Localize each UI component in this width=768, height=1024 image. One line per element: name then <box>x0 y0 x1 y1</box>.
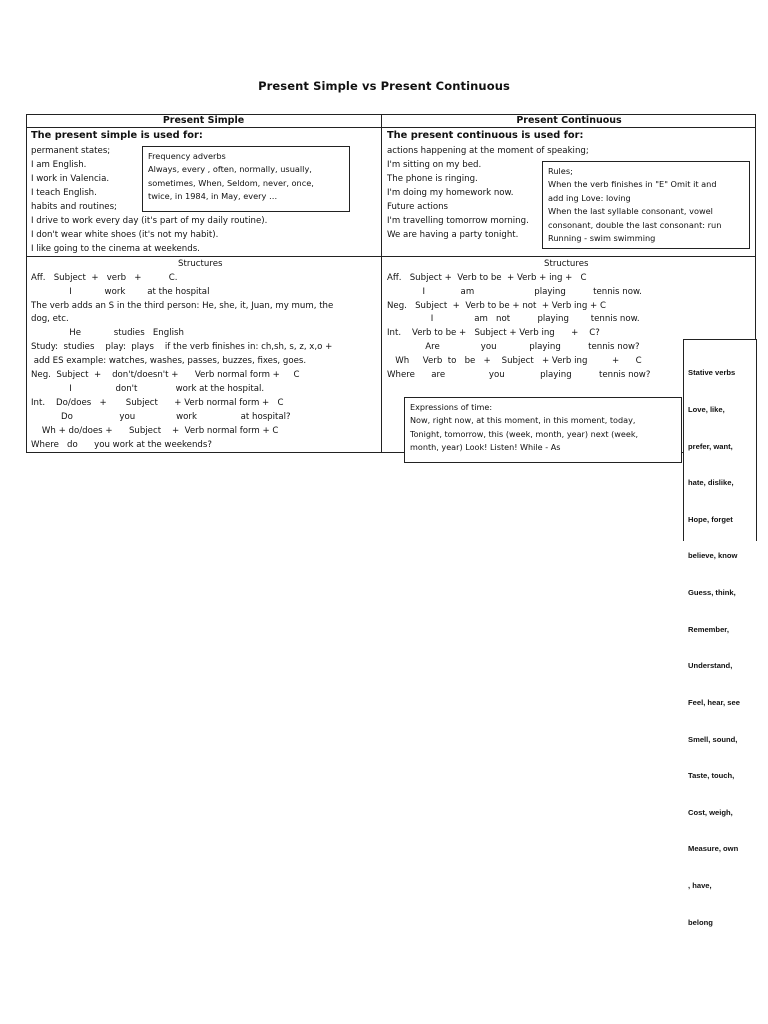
stative-line: Remember, <box>688 624 729 634</box>
continuous-structures-title: Structures <box>544 259 589 269</box>
stative-line: , have, <box>688 880 712 890</box>
continuous-use-line: I'm sitting on my bed. <box>387 160 482 170</box>
simple-use-line: I teach English. <box>31 188 97 198</box>
simple-structure-line: dog, etc. <box>31 314 69 324</box>
frequency-adverbs-title: Frequency adverbs <box>148 151 226 161</box>
expressions-line: Tonight, tomorrow, this (week, month, year) next (week, <box>410 428 639 439</box>
continuous-use-line: Future actions <box>387 202 449 212</box>
simple-structure-line: Wh + do/does + Subject + Verb normal form + C <box>31 426 279 436</box>
simple-structure-line: Do you work at hospital? <box>31 412 291 422</box>
stative-title: Stative verbs <box>688 368 736 378</box>
simple-use-line: I don't wear white shoes (it's not my habit). <box>31 230 219 240</box>
present-continuous-header: Present Continuous <box>516 115 622 126</box>
continuous-structure-line: Aff. Subject + Verb to be + Verb + ing + C <box>387 273 587 283</box>
stative-line: believe, know <box>688 551 738 561</box>
continuous-use-line: I'm travelling tomorrow morning. <box>387 216 529 226</box>
continuous-structure-line: I am not playing tennis now. <box>387 314 640 324</box>
continuous-structure-line: Are you playing tennis now? <box>387 342 640 352</box>
simple-use-line: I work in Valencia. <box>31 174 110 184</box>
stative-line: Smell, sound, <box>688 734 738 744</box>
stative-line: Feel, hear, see <box>688 697 740 707</box>
expressions-line: month, year) Look! Listen! While - As <box>410 442 561 453</box>
continuous-use-line: We are having a party tonight. <box>387 230 519 240</box>
header-divider <box>26 127 756 128</box>
frequency-adverbs-line: twice, in 1984, in May, every … <box>148 191 278 202</box>
frequency-adverbs-line: Always, every , often, normally, usually, <box>148 164 312 175</box>
continuous-used-for-heading: The present continuous is used for: <box>387 130 584 141</box>
frequency-adverbs-line: sometimes, When, Seldom, never, once, <box>148 177 314 188</box>
continuous-use-line: The phone is ringing. <box>387 174 478 184</box>
stative-line: prefer, want, <box>688 441 733 451</box>
stative-line: Guess, think, <box>688 588 736 598</box>
continuous-structure-line: Neg. Subject + Verb to be + not + Verb ing + C <box>387 301 606 311</box>
stative-line: hate, dislike, <box>688 478 734 488</box>
simple-structure-line: Aff. Subject + verb + C. <box>31 273 178 283</box>
continuous-structure-line: Wh Verb to be + Subject + Verb ing + C <box>387 356 642 366</box>
rules-line: When the last syllable consonant, vowel <box>548 206 713 217</box>
simple-structure-line: Int. Do/does + Subject + Verb normal form + C <box>31 398 284 408</box>
simple-structure-line: Study: studies play: plays if the verb finishes in: ch,sh, s, z, x,o + <box>31 342 333 352</box>
column-divider <box>381 114 382 453</box>
stative-line: Cost, weigh, <box>688 807 733 817</box>
frequency-adverbs-box <box>142 146 350 212</box>
rules-box <box>542 161 750 249</box>
rules-title: Rules; <box>548 166 573 176</box>
simple-structure-line: Neg. Subject + don't/doesn't + Verb normal form + C <box>31 370 300 380</box>
continuous-structure-line: Where are you playing tennis now? <box>387 370 651 380</box>
simple-structures-title: Structures <box>178 259 223 269</box>
simple-used-for-heading: The present simple is used for: <box>31 130 203 141</box>
stative-line: Love, like, <box>688 405 725 415</box>
continuous-structure-line: Int. Verb to be + Subject + Verb ing + C? <box>387 328 600 338</box>
stative-line: Taste, touch, <box>688 771 735 781</box>
rules-line: When the verb finishes in "E" Omit it and <box>548 179 717 190</box>
simple-structure-line: He studies English <box>31 328 184 338</box>
simple-use-line: I like going to the cinema at weekends. <box>31 244 200 254</box>
stative-verbs-box <box>683 339 757 927</box>
simple-use-line: permanent states; <box>31 146 111 156</box>
simple-structure-line: add ES example: watches, washes, passes, buzzes, fixes, goes. <box>31 356 307 366</box>
stative-line: Understand, <box>688 661 733 671</box>
simple-structure-line: I don't work at the hospital. <box>31 384 265 394</box>
stative-line: Hope, forget <box>688 514 733 524</box>
simple-use-line: habits and routines; <box>31 202 117 212</box>
simple-use-line: I drive to work every day (it's part of my daily routine). <box>31 216 268 226</box>
expressions-line: Now, right now, at this moment, in this moment, today, <box>410 415 636 426</box>
continuous-use-line: I'm doing my homework now. <box>387 188 514 198</box>
rules-line: Running - swim swimming <box>548 233 656 244</box>
simple-structure-line: I work at the hospital <box>31 287 210 297</box>
expressions-of-time-box <box>404 397 682 463</box>
stative-line: belong <box>688 917 713 927</box>
continuous-use-line: actions happening at the moment of speaking; <box>387 146 589 156</box>
simple-use-line: I am English. <box>31 160 87 170</box>
simple-structure-line: Where do you work at the weekends? <box>31 440 212 450</box>
continuous-structure-line: I am playing tennis now. <box>387 287 642 297</box>
expressions-title: Expressions of time: <box>410 402 493 412</box>
present-simple-header: Present Simple <box>162 115 245 126</box>
page-title: Present Simple vs Present Continuous <box>258 79 510 93</box>
simple-structure-line: The verb adds an S in the third person: He, she, it, Juan, my mum, the <box>31 301 334 311</box>
rules-line: consonant, double the last consonant: run <box>548 219 722 230</box>
stative-line: Measure, own <box>688 844 739 854</box>
rules-line: add ing Love: loving <box>548 192 631 203</box>
